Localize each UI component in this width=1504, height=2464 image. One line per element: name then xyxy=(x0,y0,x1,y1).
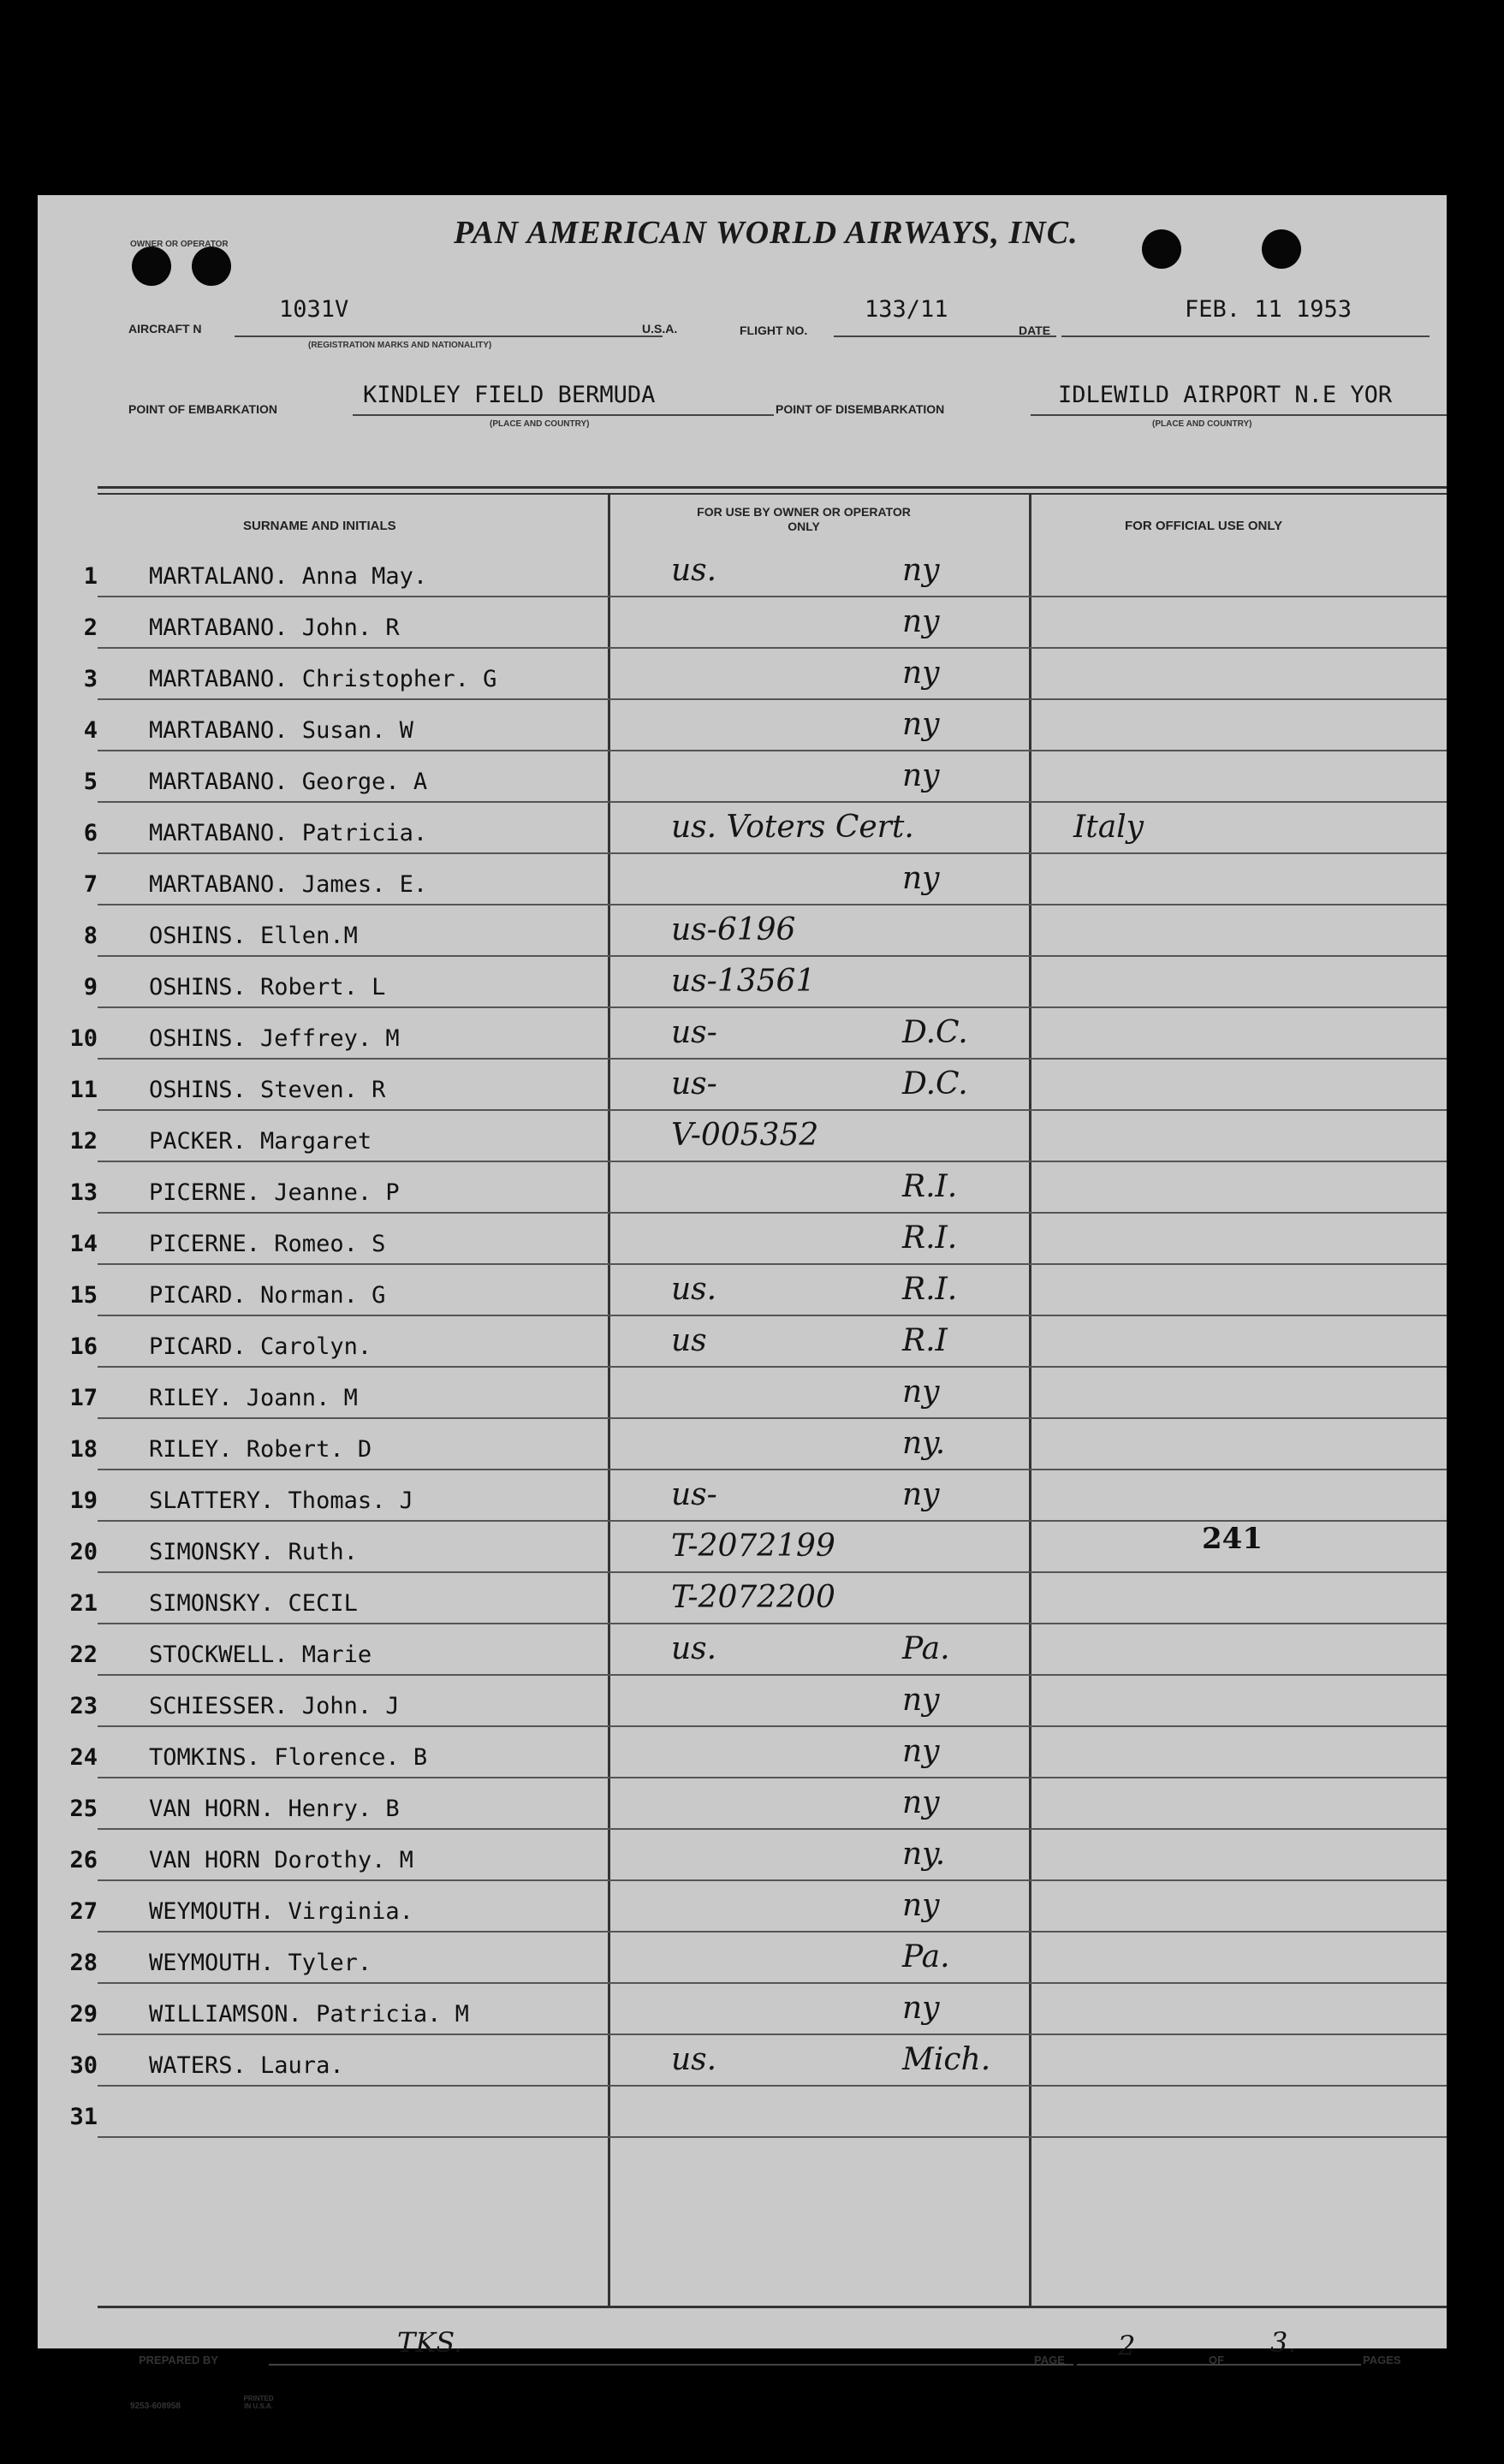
row-ruling xyxy=(98,1725,1447,1727)
row-ruling xyxy=(98,750,1447,751)
row-number: 11 xyxy=(69,1077,98,1103)
passenger-name: PICERNE. Jeanne. P xyxy=(149,1179,400,1206)
passenger-name: MARTABANO. Patricia. xyxy=(149,820,428,846)
row-ruling xyxy=(98,1931,1447,1933)
row-number: 31 xyxy=(69,2104,98,2130)
row-ruling xyxy=(98,1623,1447,1624)
of-value: 3. xyxy=(1270,2326,1297,2359)
date-value: FEB. 11 1953 xyxy=(1185,296,1352,323)
manifest-sheet xyxy=(38,195,1447,2411)
residence-state: ny xyxy=(902,707,940,742)
row-number: 21 xyxy=(69,1590,98,1617)
punch-hole xyxy=(132,246,171,286)
disembarkation-note: (PLACE AND COUNTRY) xyxy=(1152,419,1252,429)
usa-label: U.S.A. xyxy=(642,322,678,335)
row-number: 30 xyxy=(69,2052,98,2079)
row-ruling xyxy=(98,1777,1447,1778)
row-number: 15 xyxy=(69,1282,98,1309)
passenger-name: OSHINS. Ellen.M xyxy=(149,923,358,949)
passenger-name: WEYMOUTH. Tyler. xyxy=(149,1950,372,1976)
document-note: us- xyxy=(671,1066,717,1101)
passenger-name: OSHINS. Robert. L xyxy=(149,974,386,1000)
official-note: Italy xyxy=(1073,810,1144,845)
document-note: T-2072200 xyxy=(671,1580,835,1615)
residence-state: ny xyxy=(902,1991,940,2026)
residence-state: ny. xyxy=(902,1837,946,1872)
residence-state: ny xyxy=(902,1888,940,1923)
residence-state: D.C. xyxy=(902,1066,968,1101)
row-number: 22 xyxy=(69,1642,98,1668)
row-ruling xyxy=(98,1828,1447,1830)
row-number: 7 xyxy=(83,871,98,898)
of-label: OF xyxy=(1209,2354,1225,2366)
passenger-name: OSHINS. Steven. R xyxy=(149,1077,386,1103)
row-number: 28 xyxy=(69,1950,98,1976)
residence-state: ny xyxy=(902,656,940,691)
passenger-name: MARTABANO. Susan. W xyxy=(149,717,413,744)
row-ruling xyxy=(98,1469,1447,1470)
document-note: us- xyxy=(671,1015,717,1050)
row-ruling xyxy=(98,1212,1447,1214)
residence-state: ny xyxy=(902,553,940,588)
row-ruling xyxy=(98,2085,1447,2087)
row-ruling xyxy=(98,698,1447,700)
row-number: 20 xyxy=(69,1539,98,1565)
row-ruling xyxy=(98,955,1447,957)
row-number: 10 xyxy=(69,1025,98,1052)
flight-label: FLIGHT NO. xyxy=(740,324,808,337)
residence-state: ny xyxy=(902,1734,940,1769)
residence-state: ny xyxy=(902,604,940,639)
row-ruling xyxy=(98,647,1447,649)
passenger-name: VAN HORN. Henry. B xyxy=(149,1796,400,1822)
row-number: 1 xyxy=(83,563,98,590)
document-note: us-6196 xyxy=(671,912,796,947)
row-number: 3 xyxy=(83,666,98,692)
passenger-name: MARTALANO. Anna May. xyxy=(149,563,428,590)
row-ruling xyxy=(98,2034,1447,2035)
residence-state: R.I xyxy=(902,1323,948,1358)
passenger-name: VAN HORN Dorothy. M xyxy=(149,1847,413,1873)
row-ruling xyxy=(98,1417,1447,1419)
registration-note: (REGISTRATION MARKS AND NATIONALITY) xyxy=(308,341,492,350)
aircraft-label: AIRCRAFT N xyxy=(128,322,202,335)
row-ruling xyxy=(98,1366,1447,1368)
passenger-name: PICARD. Carolyn. xyxy=(149,1333,372,1360)
document-note: us. xyxy=(671,1631,717,1666)
document-note: V-005352 xyxy=(671,1118,819,1153)
row-ruling xyxy=(98,801,1447,803)
residence-state: ny xyxy=(902,758,940,793)
row-number: 25 xyxy=(69,1796,98,1822)
pages-label: PAGES xyxy=(1363,2354,1401,2366)
row-ruling xyxy=(98,904,1447,905)
row-number: 19 xyxy=(69,1487,98,1514)
punch-hole xyxy=(1262,229,1301,269)
residence-state: D.C. xyxy=(902,1015,968,1050)
passenger-name: STOCKWELL. Marie xyxy=(149,1642,372,1668)
flight-value: 133/11 xyxy=(865,296,948,323)
row-ruling xyxy=(98,1058,1447,1060)
row-number: 9 xyxy=(83,974,98,1000)
document-note: us. xyxy=(671,2042,717,2077)
owner-label: OWNER OR OPERATOR xyxy=(130,240,229,249)
row-ruling xyxy=(98,596,1447,597)
printed-note: PRINTED IN U.S.A. xyxy=(243,2395,274,2410)
residence-state: ny xyxy=(902,1683,940,1718)
row-ruling xyxy=(98,1161,1447,1162)
row-number: 2 xyxy=(83,615,98,641)
document-note: us xyxy=(671,1323,707,1358)
passenger-name: WATERS. Laura. xyxy=(149,2052,344,2079)
row-number: 13 xyxy=(69,1179,98,1206)
row-number: 4 xyxy=(83,717,98,744)
column-header-official-use: FOR OFFICIAL USE ONLY xyxy=(1125,519,1283,533)
row-number: 23 xyxy=(69,1693,98,1719)
aircraft-value: 1031V xyxy=(279,296,349,323)
passenger-name: PACKER. Margaret xyxy=(149,1128,372,1155)
date-label: DATE xyxy=(1019,324,1051,337)
passenger-name: MARTABANO. John. R xyxy=(149,615,400,641)
document-note: us. xyxy=(671,553,717,588)
row-number: 26 xyxy=(69,1847,98,1873)
residence-state: ny. xyxy=(902,1426,946,1461)
row-ruling xyxy=(98,852,1447,854)
residence-state: R.I. xyxy=(902,1220,958,1256)
passenger-name: SCHIESSER. John. J xyxy=(149,1693,400,1719)
row-ruling xyxy=(98,1571,1447,1573)
passenger-name: MARTABANO. George. A xyxy=(149,769,428,795)
passenger-name: MARTABANO. James. E. xyxy=(149,871,428,898)
passenger-name: SIMONSKY. CECIL xyxy=(149,1590,358,1617)
residence-state: ny xyxy=(902,1477,940,1512)
row-number: 18 xyxy=(69,1436,98,1463)
page-label: PAGE xyxy=(1034,2354,1065,2366)
row-number: 14 xyxy=(69,1231,98,1257)
prepared-label: PREPARED BY xyxy=(139,2354,218,2366)
residence-state: ny xyxy=(902,1785,940,1820)
document-note: T-2072199 xyxy=(671,1529,835,1564)
stamp-number: 241 xyxy=(1202,1522,1263,1556)
row-number: 24 xyxy=(69,1744,98,1771)
row-number: 12 xyxy=(69,1128,98,1155)
passenger-name: RILEY. Joann. M xyxy=(149,1385,358,1411)
document-note: us. xyxy=(671,1272,717,1307)
residence-state: R.I. xyxy=(902,1272,958,1307)
row-ruling xyxy=(98,1263,1447,1265)
form-number: 9253-608958 xyxy=(130,2402,181,2411)
disembarkation-value: IDLEWILD AIRPORT N.E YOR xyxy=(1058,382,1393,408)
punch-hole xyxy=(1142,229,1181,269)
row-ruling xyxy=(98,1006,1447,1008)
row-number: 8 xyxy=(83,923,98,949)
row-number: 16 xyxy=(69,1333,98,1360)
row-number: 27 xyxy=(69,1898,98,1925)
passenger-name: SIMONSKY. Ruth. xyxy=(149,1539,358,1565)
passenger-name: WEYMOUTH. Virginia. xyxy=(149,1898,413,1925)
passenger-name: OSHINS. Jeffrey. M xyxy=(149,1025,400,1052)
row-number: 17 xyxy=(69,1385,98,1411)
row-number: 5 xyxy=(83,769,98,795)
disembarkation-label: POINT OF DISEMBARKATION xyxy=(776,402,945,416)
passenger-name: WILLIAMSON. Patricia. M xyxy=(149,2001,469,2028)
embarkation-note: (PLACE AND COUNTRY) xyxy=(490,419,590,429)
passenger-name: PICERNE. Romeo. S xyxy=(149,1231,386,1257)
row-ruling xyxy=(98,1982,1447,1984)
row-number: 29 xyxy=(69,2001,98,2028)
residence-state: R.I. xyxy=(902,1169,958,1204)
company-name: PAN AMERICAN WORLD AIRWAYS, INC. xyxy=(454,215,1079,251)
document-note: us- xyxy=(671,1477,717,1512)
passenger-name: TOMKINS. Florence. B xyxy=(149,1744,428,1771)
residence-state: Pa. xyxy=(902,1939,950,1974)
page-value: 2 xyxy=(1118,2330,1136,2362)
row-number: 6 xyxy=(83,820,98,846)
embarkation-value: KINDLEY FIELD BERMUDA xyxy=(363,382,656,408)
column-header-surname: SURNAME AND INITIALS xyxy=(243,519,396,533)
passenger-name: PICARD. Norman. G xyxy=(149,1282,386,1309)
row-ruling xyxy=(98,1109,1447,1111)
row-ruling xyxy=(98,2136,1447,2138)
passenger-name: MARTABANO. Christopher. G xyxy=(149,666,497,692)
document-note: us-13561 xyxy=(671,964,816,999)
prepared-value: TKS. xyxy=(397,2326,463,2359)
residence-state: ny xyxy=(902,1374,940,1410)
punch-hole xyxy=(192,246,231,286)
column-header-owner-use: FOR USE BY OWNER OR OPERATOR ONLY xyxy=(697,505,911,533)
document-note: us. Voters Cert. xyxy=(671,810,914,845)
passenger-name: SLATTERY. Thomas. J xyxy=(149,1487,413,1514)
residence-state: Pa. xyxy=(902,1631,950,1666)
residence-state: ny xyxy=(902,861,940,896)
embarkation-label: POINT OF EMBARKATION xyxy=(128,402,277,416)
residence-state: Mich. xyxy=(902,2042,991,2077)
row-ruling xyxy=(98,1315,1447,1316)
row-ruling xyxy=(98,1879,1447,1881)
row-ruling xyxy=(98,1674,1447,1676)
passenger-name: RILEY. Robert. D xyxy=(149,1436,372,1463)
